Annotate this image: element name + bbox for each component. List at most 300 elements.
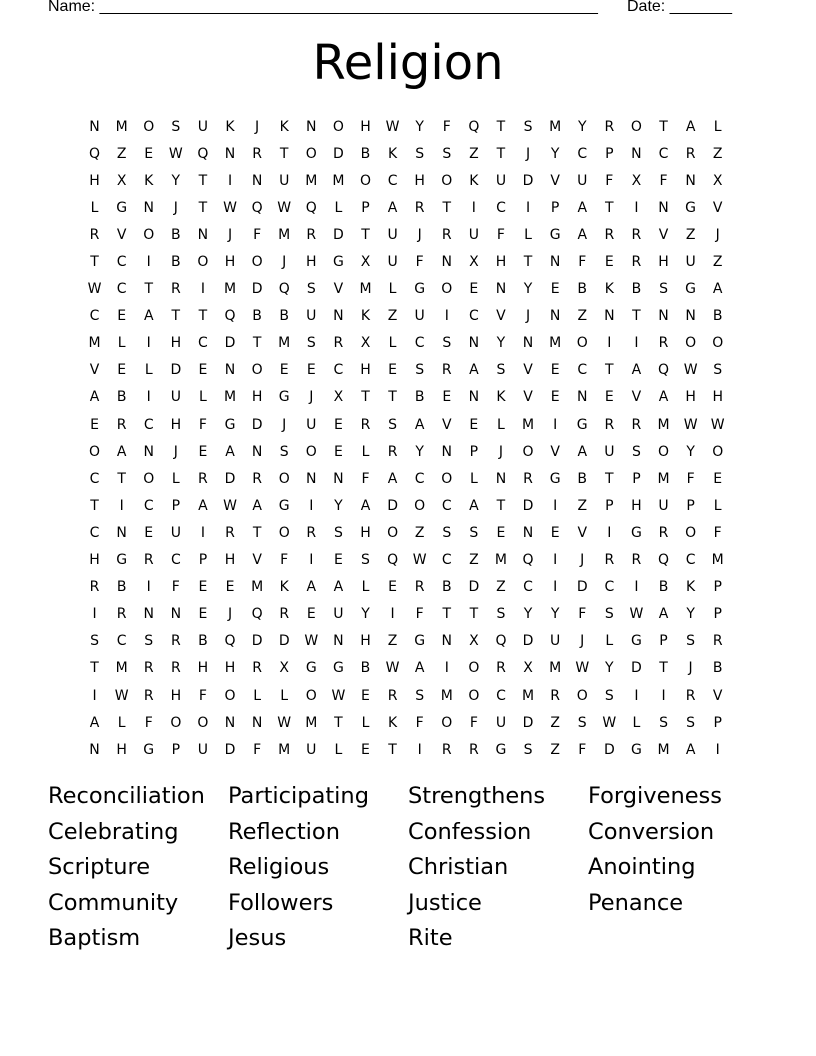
grid-letter[interactable]: T (198, 172, 208, 189)
grid-letter[interactable]: J (282, 254, 287, 271)
grid-letter[interactable]: I (715, 741, 720, 758)
grid-letter[interactable]: R (306, 524, 317, 541)
grid-letter[interactable]: H (170, 335, 182, 352)
grid-letter[interactable]: K (496, 389, 506, 406)
grid-letter[interactable]: J (309, 389, 314, 406)
grid-letter[interactable]: S (90, 633, 99, 650)
grid-letter[interactable]: R (279, 606, 290, 623)
grid-letter[interactable]: N (468, 335, 480, 352)
grid-letter[interactable]: H (631, 497, 642, 514)
grid-letter[interactable]: Z (387, 308, 398, 325)
grid-letter[interactable]: F (415, 714, 424, 731)
grid-letter[interactable]: T (605, 470, 614, 487)
grid-letter[interactable]: G (116, 552, 128, 569)
grid-letter[interactable]: K (686, 579, 696, 596)
grid-letter[interactable]: K (225, 118, 235, 135)
grid-letter[interactable]: O (576, 687, 588, 704)
grid-letter[interactable]: Z (496, 579, 506, 596)
grid-letter[interactable]: T (388, 389, 397, 406)
grid-letter[interactable]: X (469, 254, 479, 271)
grid-letter[interactable]: O (576, 335, 588, 352)
grid-letter[interactable]: U (495, 172, 507, 189)
grid-letter[interactable]: T (496, 497, 506, 514)
grid-letter[interactable]: R (252, 470, 262, 487)
grid-letter[interactable]: M (522, 687, 535, 704)
grid-letter[interactable]: O (630, 118, 642, 135)
grid-letter[interactable]: S (171, 118, 181, 135)
grid-letter[interactable]: D (224, 335, 236, 352)
grid-letter[interactable]: F (415, 606, 424, 623)
grid-letter[interactable]: X (712, 172, 723, 189)
grid-letter[interactable]: T (198, 199, 208, 216)
grid-letter[interactable]: O (359, 172, 371, 189)
grid-letter[interactable]: N (306, 118, 317, 135)
grid-letter[interactable]: A (577, 199, 588, 216)
grid-letter[interactable]: R (414, 199, 425, 216)
grid-letter[interactable]: A (360, 497, 371, 514)
grid-letter[interactable]: S (604, 687, 614, 704)
grid-letter[interactable]: W (304, 633, 319, 650)
grid-letter[interactable]: G (495, 741, 507, 758)
grid-letter[interactable]: B (171, 254, 181, 271)
grid-letter[interactable]: U (685, 254, 696, 271)
grid-letter[interactable]: P (469, 443, 479, 460)
grid-letter[interactable]: L (117, 714, 126, 731)
grid-letter[interactable]: V (712, 199, 723, 216)
grid-letter[interactable]: N (658, 308, 669, 325)
grid-letter[interactable]: A (333, 579, 344, 596)
grid-letter[interactable]: B (414, 389, 425, 406)
grid-letter[interactable]: J (227, 606, 233, 623)
grid-letter[interactable]: V (441, 416, 452, 433)
grid-letter[interactable]: S (442, 145, 452, 162)
grid-letter[interactable]: D (251, 416, 263, 433)
grid-letter[interactable]: H (712, 389, 723, 406)
grid-letter[interactable]: I (146, 579, 151, 596)
grid-letter[interactable]: B (116, 579, 127, 596)
grid-letter[interactable]: P (605, 497, 614, 514)
grid-letter[interactable]: R (143, 660, 154, 677)
grid-letter[interactable]: O (278, 524, 290, 541)
grid-letter[interactable]: T (171, 308, 181, 325)
grid-letter[interactable]: V (712, 687, 723, 704)
grid-letter[interactable]: A (469, 497, 479, 514)
grid-letter[interactable]: I (634, 687, 639, 704)
grid-letter[interactable]: B (360, 660, 371, 677)
grid-letter[interactable]: C (441, 552, 452, 569)
grid-letter[interactable]: U (577, 172, 588, 189)
grid-letter[interactable]: V (550, 443, 560, 460)
grid-letter[interactable]: R (658, 524, 669, 541)
grid-letter[interactable]: M (711, 552, 724, 569)
grid-letter[interactable]: S (469, 524, 479, 541)
grid-letter[interactable]: T (605, 362, 614, 379)
grid-letter[interactable]: T (361, 389, 370, 406)
grid-letter[interactable]: H (495, 254, 507, 271)
grid-letter[interactable]: N (495, 470, 507, 487)
grid-letter[interactable]: E (279, 362, 289, 379)
grid-letter[interactable]: U (333, 606, 344, 623)
grid-letter[interactable]: L (605, 633, 614, 650)
grid-letter[interactable]: Y (361, 606, 370, 623)
grid-letter[interactable]: N (685, 308, 696, 325)
grid-letter[interactable]: F (442, 118, 451, 135)
grid-letter[interactable]: J (282, 416, 287, 433)
grid-letter[interactable]: R (225, 524, 235, 541)
grid-letter[interactable]: O (522, 443, 534, 460)
grid-letter[interactable]: N (306, 470, 317, 487)
grid-letter[interactable]: A (685, 118, 696, 135)
grid-letter[interactable]: L (497, 416, 505, 433)
grid-letter[interactable]: L (388, 335, 397, 352)
grid-letter[interactable]: A (387, 470, 398, 487)
grid-letter[interactable]: G (143, 741, 155, 758)
grid-letter[interactable]: C (604, 579, 615, 596)
grid-letter[interactable]: H (658, 254, 669, 271)
grid-letter[interactable]: I (92, 687, 97, 704)
grid-letter[interactable]: T (496, 145, 506, 162)
grid-letter[interactable]: F (686, 470, 695, 487)
grid-letter[interactable]: T (659, 660, 668, 677)
grid-letter[interactable]: I (661, 687, 666, 704)
grid-letter[interactable]: E (306, 362, 316, 379)
grid-letter[interactable]: S (306, 335, 316, 352)
grid-letter[interactable]: N (116, 524, 127, 541)
grid-letter[interactable]: E (198, 606, 208, 623)
grid-letter[interactable]: H (89, 552, 100, 569)
grid-letter[interactable]: R (170, 633, 181, 650)
grid-letter[interactable]: T (442, 199, 452, 216)
grid-letter[interactable]: F (713, 524, 722, 541)
grid-letter[interactable]: K (279, 579, 289, 596)
grid-letter[interactable]: A (89, 714, 100, 731)
grid-letter[interactable]: R (441, 362, 452, 379)
grid-letter[interactable]: Z (577, 497, 588, 514)
grid-letter[interactable]: G (549, 226, 561, 243)
grid-letter[interactable]: T (144, 281, 154, 298)
grid-letter[interactable]: N (495, 281, 507, 298)
grid-letter[interactable]: A (89, 389, 100, 406)
grid-letter[interactable]: N (143, 199, 154, 216)
grid-letter[interactable]: V (550, 172, 560, 189)
grid-letter[interactable]: L (199, 389, 207, 406)
grid-letter[interactable]: R (360, 416, 371, 433)
grid-letter[interactable]: U (306, 741, 317, 758)
grid-letter[interactable]: B (712, 308, 723, 325)
grid-letter[interactable]: A (685, 741, 696, 758)
grid-letter[interactable]: M (657, 741, 670, 758)
grid-letter[interactable]: G (116, 199, 128, 216)
grid-letter[interactable]: E (442, 389, 452, 406)
grid-letter[interactable]: I (553, 497, 558, 514)
grid-letter[interactable]: O (658, 443, 670, 460)
grid-letter[interactable]: R (523, 470, 533, 487)
grid-letter[interactable]: D (468, 579, 480, 596)
grid-letter[interactable]: N (170, 606, 182, 623)
grid-letter[interactable]: J (173, 443, 178, 460)
grid-letter[interactable]: D (522, 497, 534, 514)
grid-letter[interactable]: O (414, 497, 426, 514)
grid-letter[interactable]: Q (522, 552, 534, 569)
grid-letter[interactable]: Y (496, 335, 506, 352)
grid-letter[interactable]: F (469, 714, 478, 731)
grid-letter[interactable]: S (442, 335, 452, 352)
grid-letter[interactable]: P (713, 579, 722, 596)
grid-letter[interactable]: T (659, 118, 668, 135)
grid-letter[interactable]: R (550, 687, 560, 704)
grid-letter[interactable]: J (227, 226, 233, 243)
grid-letter[interactable]: C (198, 335, 208, 352)
grid-letter[interactable]: F (361, 470, 370, 487)
grid-letter[interactable]: P (198, 552, 208, 569)
grid-letter[interactable]: E (550, 281, 560, 298)
grid-letter[interactable]: U (306, 308, 317, 325)
grid-letter[interactable]: L (524, 226, 532, 243)
grid-letter[interactable]: L (632, 714, 641, 731)
grid-letter[interactable]: N (685, 172, 696, 189)
grid-letter[interactable]: S (713, 362, 723, 379)
grid-letter[interactable]: W (223, 497, 237, 514)
grid-letter[interactable]: B (252, 308, 262, 325)
grid-letter[interactable]: O (143, 118, 155, 135)
grid-letter[interactable]: O (251, 362, 263, 379)
grid-letter[interactable]: D (387, 497, 398, 514)
grid-letter[interactable]: S (442, 524, 452, 541)
grid-letter[interactable]: A (577, 443, 588, 460)
grid-letter[interactable]: W (114, 687, 129, 704)
grid-letter[interactable]: N (441, 443, 452, 460)
grid-letter[interactable]: H (251, 389, 263, 406)
grid-letter[interactable]: R (143, 687, 154, 704)
grid-letter[interactable]: J (525, 145, 531, 162)
grid-letter[interactable]: L (334, 741, 343, 758)
grid-letter[interactable]: C (116, 254, 127, 271)
grid-letter[interactable]: A (387, 199, 398, 216)
grid-letter[interactable]: N (333, 633, 344, 650)
grid-letter[interactable]: R (496, 660, 506, 677)
grid-letter[interactable]: C (333, 362, 344, 379)
grid-letter[interactable]: X (523, 660, 533, 677)
grid-letter[interactable]: Q (251, 606, 263, 623)
grid-letter[interactable]: V (116, 226, 127, 243)
grid-letter[interactable]: E (550, 362, 560, 379)
grid-letter[interactable]: X (333, 389, 344, 406)
grid-letter[interactable]: M (332, 172, 345, 189)
grid-letter[interactable]: I (146, 335, 151, 352)
grid-letter[interactable]: D (333, 226, 344, 243)
grid-letter[interactable]: R (631, 416, 642, 433)
grid-letter[interactable]: F (253, 226, 262, 243)
grid-letter[interactable]: L (361, 443, 370, 460)
grid-letter[interactable]: M (549, 335, 562, 352)
grid-letter[interactable]: H (170, 416, 182, 433)
grid-letter[interactable]: G (685, 199, 697, 216)
grid-letter[interactable]: Y (334, 497, 343, 514)
grid-letter[interactable]: J (255, 118, 260, 135)
grid-letter[interactable]: L (713, 118, 722, 135)
grid-letter[interactable]: T (117, 470, 126, 487)
grid-letter[interactable]: A (712, 281, 723, 298)
grid-letter[interactable]: H (414, 172, 425, 189)
grid-letter[interactable]: Q (197, 145, 209, 162)
grid-letter[interactable]: G (630, 741, 642, 758)
grid-letter[interactable]: E (306, 606, 316, 623)
grid-letter[interactable]: W (331, 687, 346, 704)
grid-letter[interactable]: O (441, 172, 453, 189)
grid-letter[interactable]: M (223, 281, 237, 298)
grid-letter[interactable]: C (143, 416, 154, 433)
grid-letter[interactable]: G (278, 389, 290, 406)
grid-letter[interactable]: F (253, 741, 262, 758)
grid-letter[interactable]: R (441, 741, 452, 758)
grid-letter[interactable]: L (334, 199, 343, 216)
grid-letter[interactable]: B (577, 281, 588, 298)
grid-letter[interactable]: Y (577, 118, 587, 135)
grid-letter[interactable]: U (306, 416, 317, 433)
grid-letter[interactable]: P (713, 606, 722, 623)
grid-letter[interactable]: A (252, 497, 262, 514)
grid-letter[interactable]: E (198, 362, 208, 379)
grid-letter[interactable]: C (116, 633, 127, 650)
date-field-label[interactable]: Date: _______ (627, 0, 732, 15)
grid-letter[interactable]: M (359, 281, 372, 298)
grid-letter[interactable]: D (170, 362, 182, 379)
grid-letter[interactable]: H (360, 633, 371, 650)
grid-letter[interactable]: R (116, 606, 127, 623)
grid-letter[interactable]: T (90, 254, 99, 271)
grid-letter[interactable]: S (496, 606, 506, 623)
grid-letter[interactable]: S (333, 524, 343, 541)
grid-letter[interactable]: A (306, 579, 317, 596)
grid-letter[interactable]: Z (414, 524, 425, 541)
grid-letter[interactable]: K (360, 308, 371, 325)
grid-letter[interactable]: O (468, 687, 480, 704)
grid-letter[interactable]: R (89, 226, 100, 243)
grid-letter[interactable]: I (200, 524, 205, 541)
grid-letter[interactable]: M (440, 687, 453, 704)
grid-letter[interactable]: C (658, 145, 669, 162)
grid-letter[interactable]: F (496, 226, 505, 243)
grid-letter[interactable]: Q (224, 308, 236, 325)
grid-letter[interactable]: S (415, 362, 425, 379)
grid-letter[interactable]: T (198, 308, 208, 325)
grid-letter[interactable]: X (116, 172, 127, 189)
grid-letter[interactable]: Q (468, 118, 480, 135)
grid-letter[interactable]: H (224, 254, 236, 271)
grid-letter[interactable]: D (522, 714, 534, 731)
grid-letter[interactable]: Y (686, 606, 695, 623)
grid-letter[interactable]: B (577, 470, 588, 487)
grid-letter[interactable]: U (387, 254, 398, 271)
grid-letter[interactable]: F (578, 741, 587, 758)
grid-letter[interactable]: D (522, 633, 534, 650)
grid-letter[interactable]: H (685, 389, 696, 406)
grid-letter[interactable]: T (388, 741, 397, 758)
grid-letter[interactable]: E (496, 524, 506, 541)
grid-letter[interactable]: H (306, 254, 317, 271)
grid-letter[interactable]: G (630, 524, 642, 541)
grid-letter[interactable]: B (198, 633, 208, 650)
grid-letter[interactable]: R (604, 118, 615, 135)
grid-letter[interactable]: M (657, 416, 670, 433)
grid-letter[interactable]: Z (712, 145, 723, 162)
grid-letter[interactable]: N (251, 172, 263, 189)
grid-letter[interactable]: G (549, 470, 561, 487)
grid-letter[interactable]: W (385, 660, 400, 677)
grid-letter[interactable]: H (170, 687, 182, 704)
grid-letter[interactable]: O (685, 335, 697, 352)
grid-letter[interactable]: A (198, 497, 208, 514)
grid-letter[interactable]: C (468, 308, 479, 325)
grid-letter[interactable]: F (198, 416, 207, 433)
grid-letter[interactable]: O (197, 254, 209, 271)
grid-letter[interactable]: E (333, 443, 343, 460)
grid-letter[interactable]: I (92, 606, 97, 623)
grid-letter[interactable]: T (334, 714, 343, 731)
grid-letter[interactable]: U (468, 226, 479, 243)
grid-letter[interactable]: M (522, 416, 535, 433)
grid-letter[interactable]: P (171, 497, 181, 514)
grid-letter[interactable]: A (116, 443, 127, 460)
grid-letter[interactable]: G (576, 416, 588, 433)
grid-letter[interactable]: M (549, 118, 562, 135)
grid-letter[interactable]: O (441, 470, 453, 487)
grid-letter[interactable]: L (713, 497, 722, 514)
grid-letter[interactable]: Q (278, 281, 290, 298)
grid-letter[interactable]: I (200, 281, 205, 298)
grid-letter[interactable]: L (144, 362, 153, 379)
grid-letter[interactable]: T (90, 660, 99, 677)
grid-letter[interactable]: B (171, 226, 181, 243)
grid-letter[interactable]: R (441, 226, 452, 243)
grid-letter[interactable]: R (333, 335, 344, 352)
grid-letter[interactable]: E (117, 362, 127, 379)
grid-letter[interactable]: F (280, 552, 289, 569)
grid-letter[interactable]: E (550, 524, 560, 541)
grid-letter[interactable]: S (388, 416, 398, 433)
grid-letter[interactable]: E (713, 470, 723, 487)
grid-letter[interactable]: N (333, 470, 344, 487)
grid-letter[interactable]: O (712, 443, 724, 460)
grid-letter[interactable]: R (170, 281, 181, 298)
grid-letter[interactable]: F (171, 579, 180, 596)
grid-letter[interactable]: X (360, 335, 371, 352)
grid-letter[interactable]: O (685, 524, 697, 541)
grid-letter[interactable]: H (116, 741, 127, 758)
grid-letter[interactable]: N (89, 118, 100, 135)
grid-letter[interactable]: A (658, 389, 669, 406)
grid-letter[interactable]: E (469, 281, 479, 298)
grid-letter[interactable]: N (224, 714, 236, 731)
grid-letter[interactable]: E (144, 524, 154, 541)
grid-letter[interactable]: A (469, 362, 479, 379)
grid-letter[interactable]: Q (495, 633, 507, 650)
grid-letter[interactable]: M (549, 660, 562, 677)
grid-letter[interactable]: G (224, 416, 236, 433)
grid-letter[interactable]: X (360, 254, 371, 271)
grid-letter[interactable]: I (607, 524, 612, 541)
grid-letter[interactable]: I (553, 552, 558, 569)
grid-letter[interactable]: N (197, 226, 209, 243)
grid-letter[interactable]: H (197, 660, 209, 677)
grid-letter[interactable]: U (550, 633, 561, 650)
grid-letter[interactable]: T (252, 335, 262, 352)
grid-letter[interactable]: G (685, 281, 697, 298)
grid-letter[interactable]: L (90, 199, 99, 216)
grid-letter[interactable]: N (441, 633, 452, 650)
grid-letter[interactable]: R (387, 443, 398, 460)
grid-letter[interactable]: D (576, 579, 588, 596)
